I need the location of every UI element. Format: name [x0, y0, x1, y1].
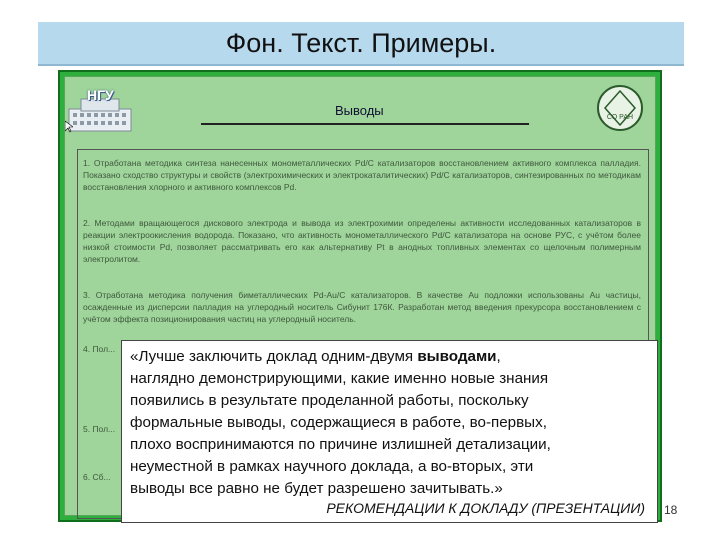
slide-title-bar — [38, 22, 684, 66]
emblem-icon — [595, 83, 645, 133]
conclusion-paragraph-5: 5. Пол... — [83, 424, 116, 434]
quote-part-2: , наглядно демонстрирующими, какие именно новые знания появились в результате проделанной работы, поскольку формальные выводы, содержащиеся в работе, во-первых, плохо воспринимаются по причине излишней детализации, неуместной в рамках научного доклада, а во-вторых, эти выводы все равно не будет разрешено зачитывать.» — [130, 348, 551, 497]
academy-emblem — [595, 83, 645, 133]
quote-callout — [121, 340, 658, 523]
conclusion-paragraph-6: 6. Сб... — [83, 472, 111, 482]
conclusion-paragraph-3: 3. Отработана методика получения биметаллических Pd-Au/C катализаторов. В качестве Au подложки использованы Au частицы, осажденные из дисперсии палладия на углеродный носитель Сибунит 176К. Разработан метод введения прекурсора восстановлением с учётом эффекта позиционирования частиц на углеродный носитель. — [83, 290, 641, 324]
mouse-pointer-icon — [65, 121, 73, 133]
quote-text — [130, 346, 649, 500]
ngu-logo-text: НГУ — [87, 87, 114, 103]
quote-part-1: «Лучше заключить доклад одним-двумя — [130, 348, 418, 365]
conclusion-paragraph-4: 4. Пол... — [83, 344, 116, 354]
heading-underline — [201, 123, 529, 125]
quote-highlight: выводами — [417, 348, 497, 365]
conclusions-heading: Выводы — [335, 103, 384, 118]
page-number: 18 — [664, 503, 678, 517]
conclusion-paragraph-2: 2. Методами вращающегося дискового электрода и вывода из электрохимии определены активности исследованных катализаторов в реакции электроокисления водорода. Показано, что активность монометаллического Pd/C катализатора на основе РУС, с учётом более низкой стоимости Pd, позволяет рассматривать его как альтернативу Pt в анодных топливных элементах со щелочным полимерным электролитом. — [83, 218, 641, 264]
emblem-text: СО РАН — [606, 114, 634, 121]
slide-title: Фон. Текст. Примеры. — [225, 27, 497, 58]
quote-source: РЕКОМЕНДАЦИИ К ДОКЛАДУ (ПРЕЗЕНТАЦИИ) — [326, 500, 645, 516]
conclusion-paragraph-1: 1. Отработана методика синтеза нанесенных монометаллических Pd/C катализаторов восстановлением активного комплекса палладия. Показано сходство структуры и свойств (электрохимических и электрокаталитических) Pd/C катализаторов, синтезированных по методикам восстановления хлорного и активного комплексов Pd. — [83, 158, 641, 192]
ngu-logo — [67, 85, 137, 141]
